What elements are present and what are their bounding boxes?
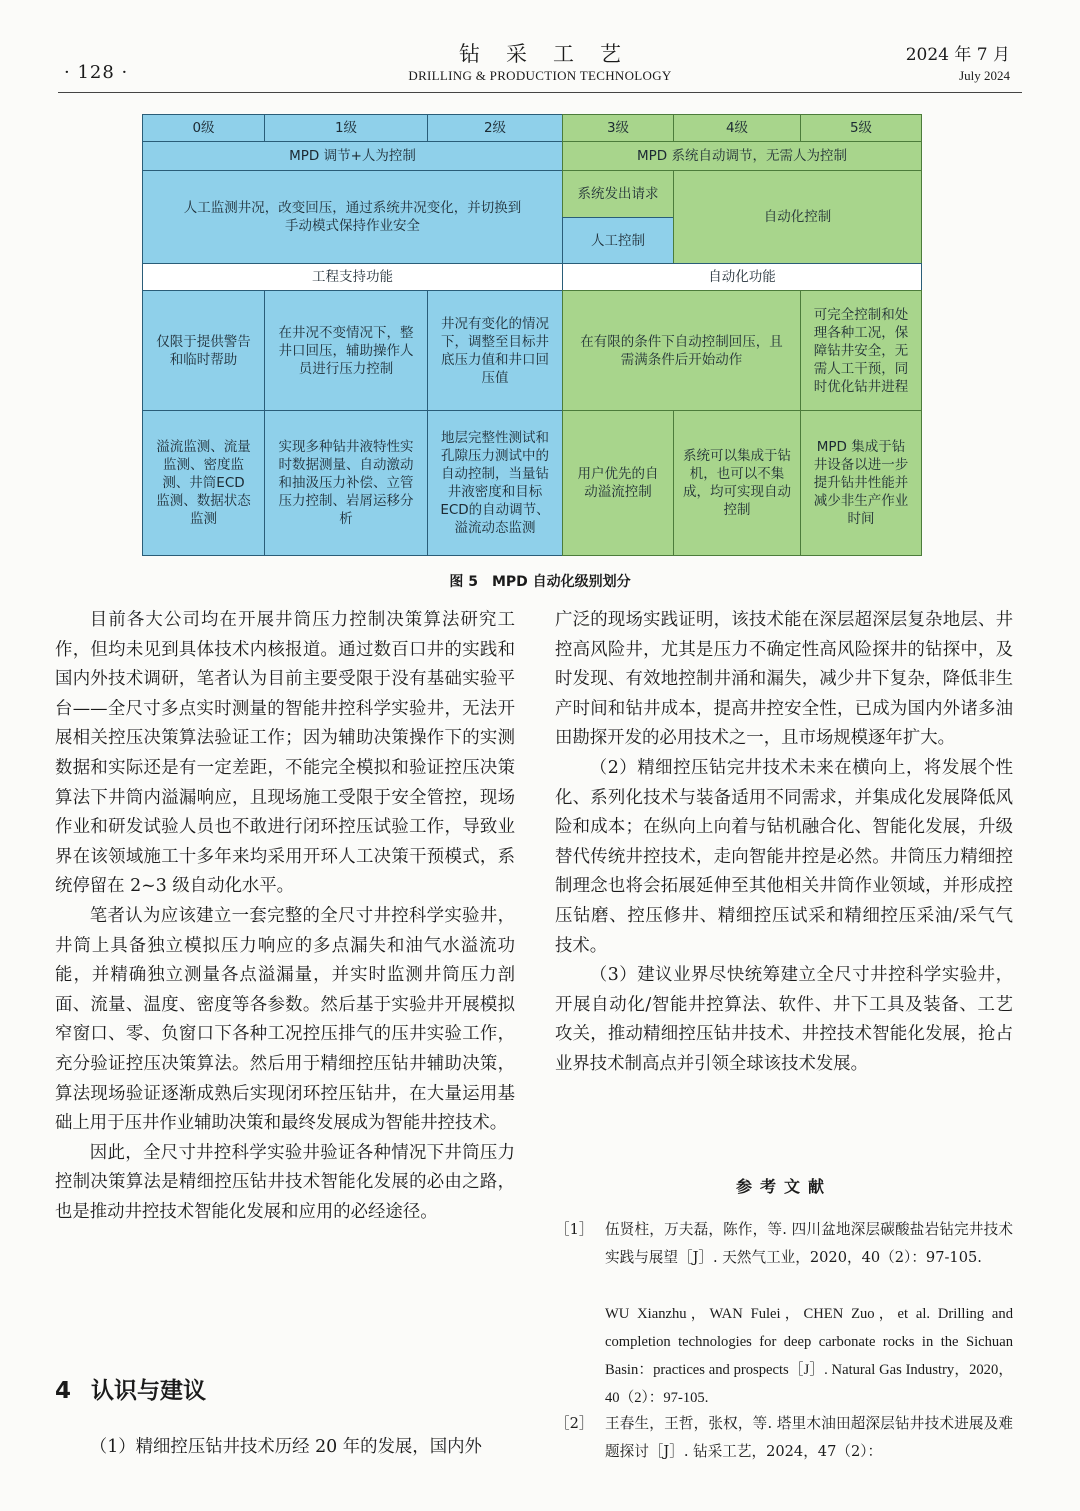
level-5-header: 5级 — [800, 114, 922, 142]
level-1-function: 在井况不变情况下，整井口回压，辅助操作人员进行压力控制 — [264, 290, 428, 411]
level-4-capability: 系统可以集成于钻机，也可以不集成，均可实现自动控制 — [673, 410, 801, 556]
left-paragraph-4: （1）精细控压钻井技术历经 20 年的发展，国内外 — [89, 1437, 482, 1457]
reference-1-en: WU Xianzhu，WAN Fulei，CHEN Zuo，et al. Drilling and completion technologies for deep carbonate rocks in the Sichuan Basin：practices and prospects［J］. Natural Gas Industry，2020，40（2）：97-105. — [605, 1306, 1013, 1406]
issue-date-en: July 2024 — [959, 68, 1010, 83]
level-3-4-function: 在有限的条件下自动控制回压，且需满条件后开始动作 — [562, 290, 801, 411]
references-title: 参考文献 — [735, 1177, 832, 1196]
level-3-header: 3级 — [562, 114, 674, 142]
mpd-automation-level-figure — [142, 114, 922, 556]
level-2-header: 2级 — [427, 114, 563, 142]
level-0-header: 0级 — [142, 114, 265, 142]
level-4-header: 4级 — [673, 114, 801, 142]
right-paragraph-2: （2）精细控压钻完井技术未来在横向上，将发展个性化、系列化技术与装备适用不同需求，并集成化发展降低风险和成本；在纵向上向着与钻机融合化、智能化发展，升级替代传统井控技术，走向智能井控是必然。井筒压力精细控制理念也将会拓展延伸至其他相关井筒作业领域，并形成控压钻磨、控压修井、精细控压试采和精细控压采油/采气气技术。 — [555, 757, 1013, 956]
right-paragraph-1: 广泛的现场实践证明，该技术能在深层超深层复杂地层、井控高风险井，尤其是压力不确定性高风险探井的钻探中，及时发现、有效地控制井涌和漏失，减少井下复杂，降低非生产时间和钻井成本，提高井控安全性，已成为国内外诸多油田勘探开发的必用技术之一，且市场规模逐年扩大。 — [555, 610, 1013, 749]
automation-function-label: 自动化功能 — [562, 263, 922, 291]
section-number: 4 — [55, 1378, 72, 1404]
page-number: · 128 · — [64, 62, 129, 83]
level-1-capability: 实现多种钻井液特性实时数据测量、自动激动和抽汲压力补偿、立管压力控制、岩屑运移分析 — [264, 410, 428, 556]
manual-control-cell: 人工控制 — [562, 217, 674, 264]
journal-title-en: DRILLING & PRODUCTION TECHNOLOGY — [408, 68, 672, 83]
level-5-capability: MPD 集成于钻井设备以进一步提升钻井性能并减少非生产作业时间 — [800, 410, 922, 556]
header-rule — [58, 92, 1022, 93]
manual-description: 人工监测井况，改变回压，通过系统井况变化，并切换到手动模式保持作业安全 — [142, 170, 563, 264]
level-3-capability: 用户优先的自动溢流控制 — [562, 410, 674, 556]
group-auto-header: MPD 系统自动调节，无需人为控制 — [562, 141, 922, 171]
level-2-capability: 地层完整性测试和孔隙压力测试中的自动控制，当量钻井液密度和目标ECD的自动调节、溢流动态监测 — [427, 410, 563, 556]
left-column-text — [55, 606, 515, 1227]
reference-1-number: ［1］ — [555, 1221, 594, 1238]
reference-1-cn: 伍贤柱，万夫磊，陈作，等. 四川盆地深层碳酸盐岩钻完井技术实践与展望［J］. 天然气工业，2020，40（2）：97-105. — [605, 1221, 1013, 1266]
journal-title-cn: 钻采工艺 — [459, 42, 647, 66]
reference-2 — [555, 1410, 1013, 1470]
section-heading — [55, 1372, 206, 1405]
level-2-function: 井况有变化的情况下，调整至目标井底压力值和井口回压值 — [427, 290, 563, 411]
engineering-support-label: 工程支持功能 — [142, 263, 563, 291]
left-paragraph-1: 目前各大公司均在开展井筒压力控制决策算法研究工作，但均未见到具体技术内核报道。通过数百口井的实践和国内外技术调研，笔者认为目前主要受限于没有基础实验平台——全尺寸多点实时测量的智能井控科学实验井，无法开展相关控压决策算法验证工作；因为辅助决策操作下的实测数据和实际还是有一定差距，不能完全模拟和验证控压决策算法下井筒内溢漏响应，且现场施工受限于安全管控，现场作业和研发试验人员也不敢进行闭环控压试验工作，导致业界在该领域施工十多年来均采用开环人工决策干预模式，系统停留在 2~3 级自动化水平。 — [55, 610, 515, 897]
left-paragraph-2: 笔者认为应该建立一套完整的全尺寸井控科学实验井，井筒上具备独立模拟压力响应的多点漏失和油气水溢流功能，并精确独立测量各点溢漏量，并实时监测井筒压力剖面、流量、温度、密度等各参数。然后基于实验井开展模拟窄窗口、零、负窗口下各种工况控压排气的压井实验工作，充分验证控压决策算法。然后用于精细控压钻井辅助决策，算法现场验证逐渐成熟后实现闭环控压钻井，在大量运用基础上用于压井作业辅助决策和最终发展成为智能井控技术。 — [55, 905, 515, 1134]
reference-2-number: ［2］ — [555, 1415, 594, 1432]
system-request-cell: 系统发出请求 — [562, 170, 674, 218]
right-column-text — [555, 606, 1013, 1080]
level-1-header: 1级 — [264, 114, 428, 142]
level-0-function: 仅限于提供警告和临时帮助 — [142, 290, 265, 411]
reference-1 — [555, 1216, 1013, 1406]
right-paragraph-3: （3）建议业界尽快统筹建立全尺寸井控科学实验井，开展自动化/智能井控算法、软件、井下工具及装备、工艺攻关，推动精细控压钻井技术、井控技术智能化发展，抢占业界技术制高点并引领全球该技术发展。 — [555, 965, 1013, 1074]
figure-caption: 图 5 MPD 自动化级别划分 — [449, 574, 631, 590]
section-title: 认识与建议 — [91, 1378, 207, 1404]
group-manual-header: MPD 调节+人为控制 — [142, 141, 563, 171]
left-paragraph-4-wrap — [55, 1433, 515, 1463]
issue-date-cn: 2024 年 7 月 — [905, 45, 1010, 65]
level-5-function: 可完全控制和处理各种工况，保障钻井安全，无需人工干预，同时优化钻井进程 — [800, 290, 922, 411]
reference-2-cn: 王春生，王哲，张权，等. 塔里木油田超深层钻井技术进展及难题探讨［J］. 钻采工艺，2024，47（2）： — [605, 1415, 1013, 1460]
left-paragraph-3: 因此，全尺寸井控科学实验井验证各种情况下井筒压力控制决策算法是精细控压钻井技术智能化发展的必由之路，也是推动井控技术智能化发展和应用的必经途径。 — [55, 1142, 515, 1222]
auto-control-cell: 自动化控制 — [673, 170, 922, 264]
level-0-capability: 溢流监测、流量监测、密度监测、井筒ECD 监测、数据状态监测 — [142, 410, 265, 556]
